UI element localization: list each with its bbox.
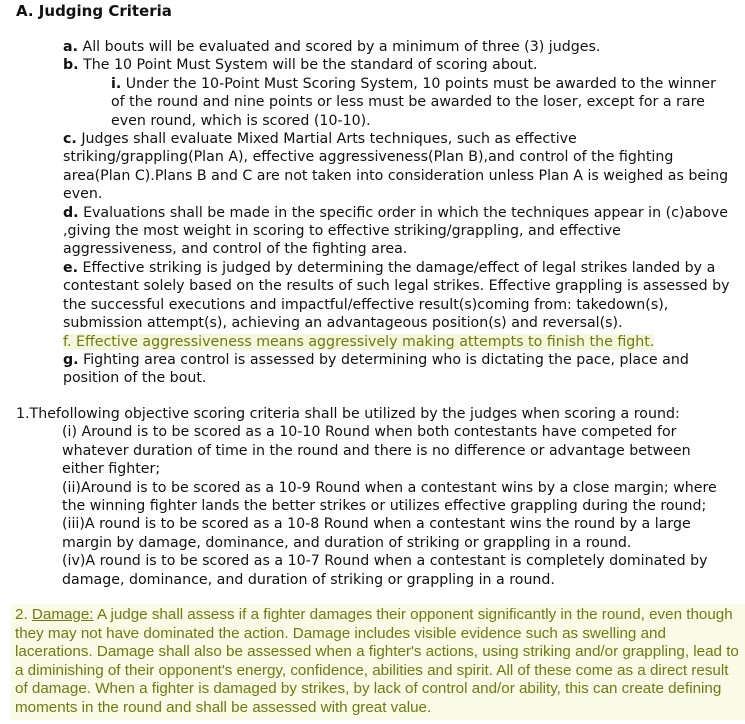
item-marker: i. bbox=[111, 75, 122, 92]
objective-intro: 1.Thefollowing objective scoring criteria shall be utilized by the judges when scoring a round: bbox=[16, 406, 680, 422]
item-marker: b. bbox=[63, 57, 79, 74]
item-marker: e. bbox=[63, 259, 79, 276]
item-marker: g. bbox=[63, 351, 79, 368]
item-marker: c. bbox=[63, 131, 77, 148]
criteria-item-g bbox=[63, 351, 733, 388]
criteria-item-b-i bbox=[111, 75, 733, 130]
item-text: All bouts will be evaluated and scored by a minimum of three (3) judges. bbox=[82, 39, 601, 55]
criteria-item-b bbox=[63, 56, 733, 74]
scoring-option-10-9: (ii)Around is to be scored as a 10-9 Round when a contestant wins by a close margin; where the winning fighter lands the better strikes or utilizes effective grappling during the round; bbox=[62, 479, 717, 515]
criteria-item-a bbox=[63, 38, 733, 56]
scoring-option-10-8: (iii)A round is to be scored as a 10-8 Round when a contestant wins the round by a large margin by damage, dominance, and duration of striking or grappling in a round. bbox=[62, 516, 691, 551]
objective-scoring-section bbox=[16, 405, 732, 589]
item-marker: d. bbox=[63, 204, 79, 221]
item-text: Effective striking is judged by determining the damage/effect of legal strikes landed by a contestant solely based on the results of such legal strikes. Effective grappling is assessed by the successful executions and impactful/effective result(s)coming from: takedown(s), submission attempt(s), achieving an advantageous position(s) and reversal(s). bbox=[63, 259, 730, 332]
item-text: Judges shall evaluate Mixed Martial Arts techniques, such as effective striking/grappling(Plan A), effective aggressiveness(Plan B),and control of the fighting area(Plan C).Plans B and C are not taken into consideration unless Plan A is weighed as being even. bbox=[63, 131, 729, 203]
item-marker: a. bbox=[63, 39, 78, 55]
scoring-option-10-7: (iv)A round is to be scored as a 10-7 Round when a contestant is completely dominated by damage, dominance, and duration of striking or grappling in a round. bbox=[62, 553, 708, 588]
item-text: Effective aggressiveness means aggressively making attempts to finish the fight. bbox=[76, 333, 655, 350]
item-text: The 10 Point Must System will be the standard of scoring about. bbox=[83, 57, 538, 74]
damage-number: 2. bbox=[15, 606, 28, 623]
scoring-option-10-10: (i) Around is to be scored as a 10-10 Round when both contestants have competed for whatever duration of time in the round and there is no difference or advantage between either fighter; bbox=[62, 424, 691, 478]
item-text: Evaluations shall be made in the specific order in which the techniques appear in (c)above ,giving the most weight in scoring to effective striking/grappling, and effective aggressiveness, and control of the fighting area. bbox=[63, 204, 728, 258]
criteria-item-d bbox=[63, 204, 733, 259]
section-heading: A. Judging Criteria bbox=[16, 2, 172, 20]
criteria-item-e bbox=[63, 259, 733, 333]
item-marker: f. bbox=[63, 333, 72, 350]
item-text: Fighting area control is assessed by determining who is dictating the pace, place and position of the bout. bbox=[63, 351, 689, 387]
criteria-item-f bbox=[63, 333, 733, 351]
criteria-item-c bbox=[63, 130, 733, 204]
damage-section bbox=[11, 604, 745, 720]
highlighted-line bbox=[63, 334, 654, 350]
item-text: Under the 10-Point Must Scoring System, 10 points must be awarded to the winner of the round and nine points or less must be awarded to the loser, except for a rare even round, which is scored (10-10). bbox=[111, 75, 716, 129]
judging-criteria-list bbox=[63, 38, 733, 388]
damage-text: A judge shall assess if a fighter damages their opponent significantly in the round, even though they may not have dominated the action. Damage includes visible evidence such as swelling and lacerations. Damage shall also be assessed when a fighter's actions, using striking and/or grappling, lead to a diminishing of their opponent's energy, confidence, abilities and spirit. All of these come as a direct result of damage. When a fighter is damaged by strikes, by lack of control and/or ability, this can create defining moments in the round and shall be assessed with great value. bbox=[15, 606, 739, 716]
damage-label: Damage: bbox=[31, 606, 94, 623]
